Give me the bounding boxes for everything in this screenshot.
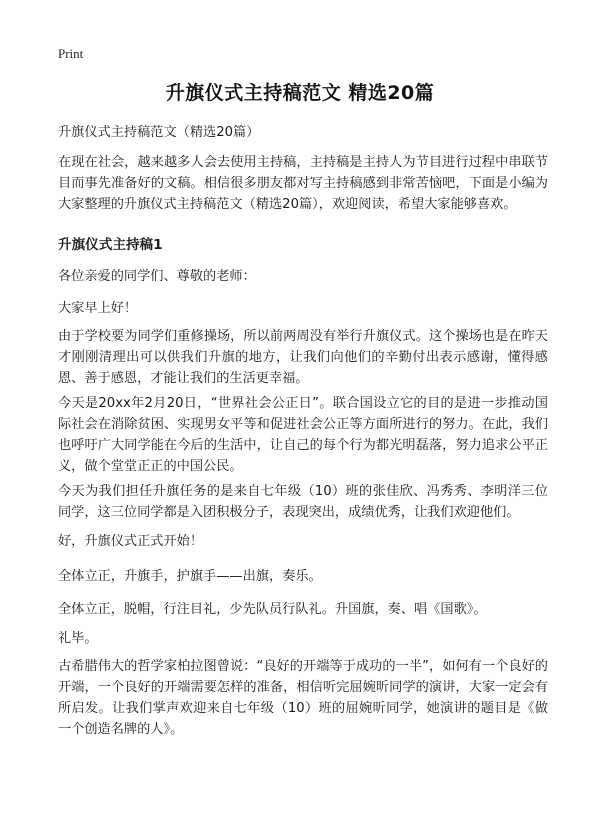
paragraph-2: 今天是20xx年2月20日，“世界社会公正日”。联合国设立它的目的是进一步推动国际社会在消除贫困、实现男女平等和促进社会公正等方面所进行的努力。在此，我们也呼吁广大同学能在今后的生活中，让自己的每个行为都光明磊落，努力追求公平正义，做个堂堂正正的中国公民。 [58,396,548,474]
morning-greeting: 大家早上好！ [58,301,138,316]
intro-paragraph: 在现在社会，越来越多人会去使用主持稿，主持稿是主持人为节目进行过程中串联节目而事先准备好的文稿。相信很多朋友都对写主持稿感到非常苦恼吧，下面是小编为大家整理的升旗仪式主持稿范文（精选20篇），欢迎阅读，希望大家能够喜欢。 [58,155,548,212]
ceremony-end: 礼毕。 [58,631,98,646]
print-label[interactable]: Print [58,46,84,61]
subtitle: 升旗仪式主持稿范文（精选20篇） [58,125,260,140]
paragraph-1: 由于学校要为同学们重修操场，所以前两周没有举行升旗仪式。这个操场也是在昨天才刚刚清理出可以供我们升旗的地方，让我们向他们的辛勤付出表示感谢，懂得感恩、善于感恩，才能让我们的生活更幸福。 [58,329,548,386]
greeting: 各位亲爱的同学们、尊敬的老师： [58,269,256,284]
paragraph-4: 古希腊伟大的哲学家柏拉图曾说：“良好的开端等于成功的一半”，如何有一个良好的开端，一个良好的开端需要怎样的准备，相信听完屈婉昕同学的演讲，大家一定会有所启发。让我们掌声欢迎来自七年级（10）班的屈婉昕同学，她演讲的题目是《做一个创造名牌的人》。 [58,659,548,737]
page-title: 升旗仪式主持稿范文 精选20篇 [165,82,435,104]
paragraph-3: 今天为我们担任升旗任务的是来自七年级（10）班的张佳欣、冯秀秀、李明洋三位同学，这三位同学都是入团积极分子，表现突出，成绩优秀，让我们欢迎他们。 [58,484,548,520]
section-heading: 升旗仪式主持稿1 [58,237,163,253]
ceremony-step-1: 全体立正，升旗手，护旗手——出旗，奏乐。 [58,569,322,584]
ceremony-start: 好，升旗仪式正式开始！ [58,534,204,549]
ceremony-step-2: 全体立正，脱帽，行注目礼，少先队员行队礼。升国旗，奏、唱《国歌》。 [58,602,487,617]
